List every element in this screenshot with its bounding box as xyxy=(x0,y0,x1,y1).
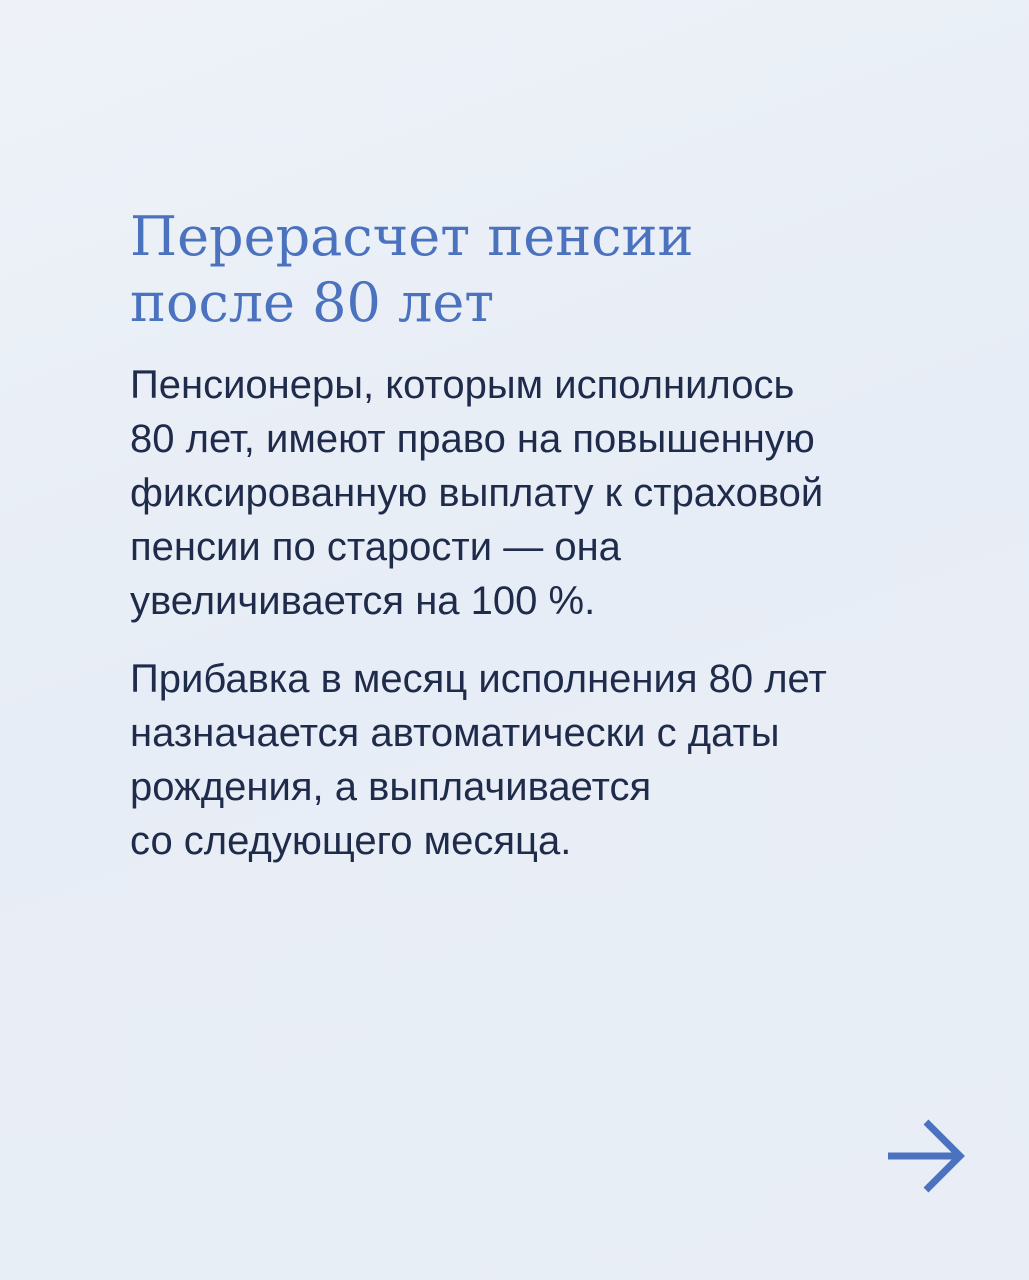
paragraph-line: назначается автоматически с даты xyxy=(130,711,780,755)
paragraph-line: Прибавка в месяц исполнения 80 лет xyxy=(130,657,827,701)
arrow-right-icon xyxy=(882,1116,968,1196)
title-line-2: после 80 лет xyxy=(130,271,495,334)
next-slide-button[interactable] xyxy=(882,1116,968,1196)
title-line-1: Перерасчет пенсии xyxy=(130,205,694,268)
paragraph-line: Пенсионеры, которым исполнилось xyxy=(130,363,795,407)
paragraph-line: фиксированную выплату к страховой xyxy=(130,471,824,515)
page-title xyxy=(130,204,950,336)
paragraph-line: пенсии по старости — она xyxy=(130,525,621,569)
paragraph-line: рождения, а выплачивается xyxy=(130,765,652,809)
paragraph-payment-timing xyxy=(130,652,930,868)
paragraph-eligibility xyxy=(130,358,930,628)
paragraph-line: 80 лет, имеют право на повышенную xyxy=(130,417,815,461)
paragraph-line: увеличивается на 100 %. xyxy=(130,579,596,623)
paragraph-line: со следующего месяца. xyxy=(130,819,572,863)
